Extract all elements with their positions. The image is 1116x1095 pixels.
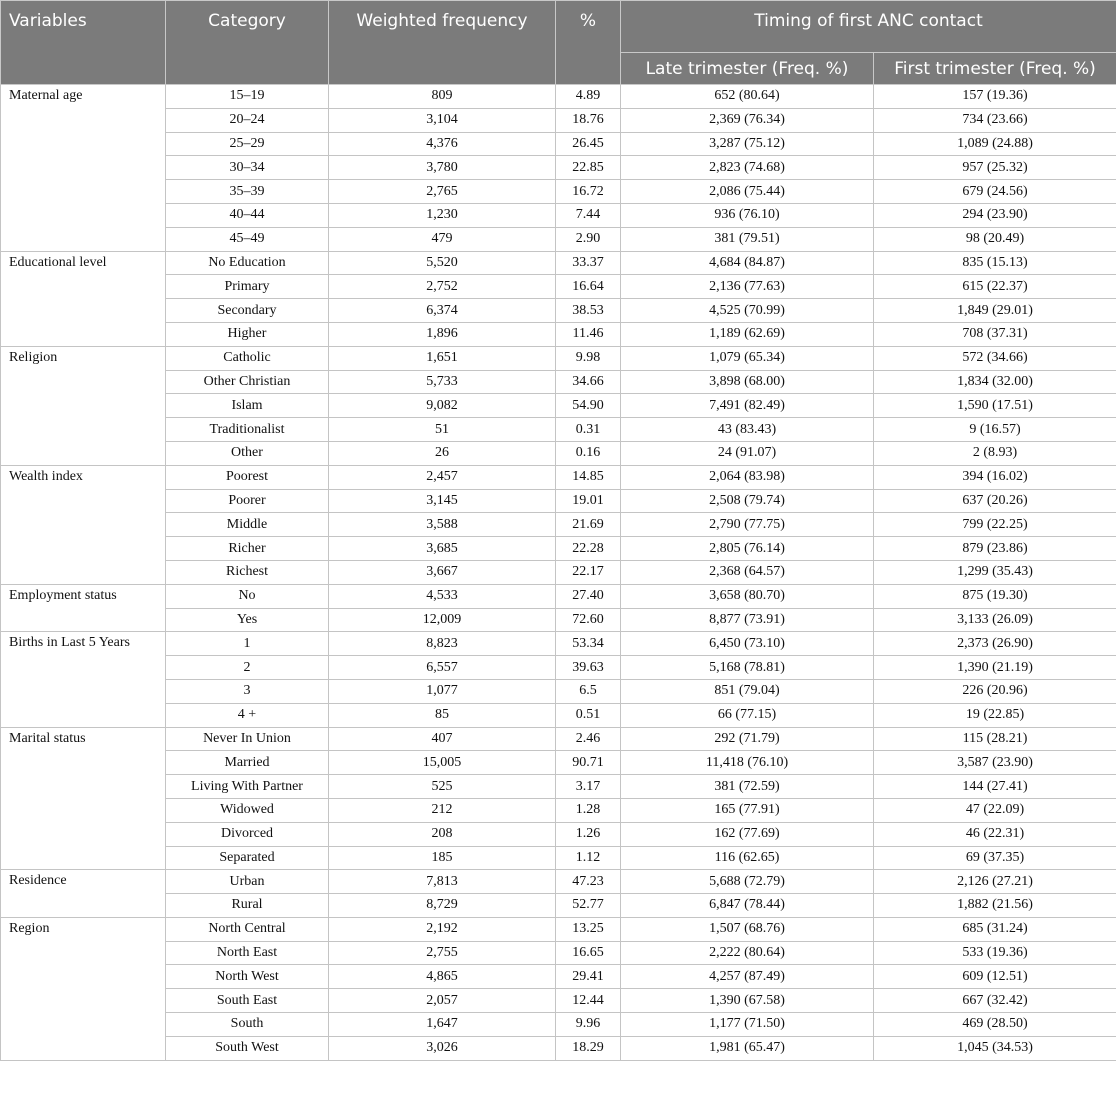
percent-cell: 52.77: [556, 894, 621, 918]
weighted-frequency-cell: 525: [329, 775, 556, 799]
first-trimester-cell: 19 (22.85): [874, 703, 1116, 727]
percent-cell: 19.01: [556, 489, 621, 513]
table-row: [1, 251, 1116, 275]
percent-cell: 90.71: [556, 751, 621, 775]
late-trimester-cell: 43 (83.43): [621, 418, 874, 442]
weighted-frequency-cell: 8,729: [329, 894, 556, 918]
late-trimester-cell: 851 (79.04): [621, 679, 874, 703]
weighted-frequency-cell: 9,082: [329, 394, 556, 418]
table-row: [1, 989, 1116, 1013]
late-trimester-cell: 162 (77.69): [621, 822, 874, 846]
table-row: [1, 822, 1116, 846]
table-row: [1, 560, 1116, 584]
variable-cell: Births in Last 5 Years: [1, 632, 166, 727]
late-trimester-cell: 5,168 (78.81): [621, 656, 874, 680]
weighted-frequency-cell: 5,733: [329, 370, 556, 394]
category-cell: 1: [166, 632, 329, 656]
weighted-frequency-cell: 2,457: [329, 465, 556, 489]
category-cell: 2: [166, 656, 329, 680]
weighted-frequency-cell: 12,009: [329, 608, 556, 632]
percent-cell: 7.44: [556, 203, 621, 227]
category-cell: Living With Partner: [166, 775, 329, 799]
category-cell: 4 +: [166, 703, 329, 727]
percent-cell: 2.46: [556, 727, 621, 751]
weighted-frequency-cell: 5,520: [329, 251, 556, 275]
percent-cell: 11.46: [556, 322, 621, 346]
first-trimester-cell: 3,133 (26.09): [874, 608, 1116, 632]
first-trimester-cell: 835 (15.13): [874, 251, 1116, 275]
first-trimester-cell: 469 (28.50): [874, 1013, 1116, 1037]
first-trimester-cell: 294 (23.90): [874, 203, 1116, 227]
first-trimester-cell: 1,882 (21.56): [874, 894, 1116, 918]
table-row: [1, 775, 1116, 799]
first-trimester-cell: 2 (8.93): [874, 441, 1116, 465]
weighted-frequency-cell: 1,651: [329, 346, 556, 370]
first-trimester-cell: 1,390 (21.19): [874, 656, 1116, 680]
first-trimester-cell: 879 (23.86): [874, 537, 1116, 561]
category-cell: Widowed: [166, 798, 329, 822]
weighted-frequency-cell: 8,823: [329, 632, 556, 656]
table-row: [1, 870, 1116, 894]
table-row: [1, 513, 1116, 537]
percent-cell: 54.90: [556, 394, 621, 418]
first-trimester-cell: 615 (22.37): [874, 275, 1116, 299]
late-trimester-cell: 3,658 (80.70): [621, 584, 874, 608]
weighted-frequency-cell: 26: [329, 441, 556, 465]
first-trimester-cell: 957 (25.32): [874, 156, 1116, 180]
percent-cell: 18.76: [556, 108, 621, 132]
first-trimester-cell: 679 (24.56): [874, 180, 1116, 204]
weighted-frequency-cell: 2,752: [329, 275, 556, 299]
percent-cell: 1.26: [556, 822, 621, 846]
variable-cell: Educational level: [1, 251, 166, 346]
table-row: [1, 180, 1116, 204]
category-cell: Secondary: [166, 299, 329, 323]
weighted-frequency-cell: 4,533: [329, 584, 556, 608]
table-row: [1, 322, 1116, 346]
table-row: [1, 441, 1116, 465]
late-trimester-cell: 116 (62.65): [621, 846, 874, 870]
first-trimester-cell: 1,849 (29.01): [874, 299, 1116, 323]
weighted-frequency-cell: 1,230: [329, 203, 556, 227]
weighted-frequency-cell: 2,057: [329, 989, 556, 1013]
weighted-frequency-cell: 2,192: [329, 917, 556, 941]
table-row: [1, 798, 1116, 822]
percent-cell: 16.65: [556, 941, 621, 965]
variable-cell: Maternal age: [1, 85, 166, 252]
table-row: [1, 751, 1116, 775]
late-trimester-cell: 292 (71.79): [621, 727, 874, 751]
percent-cell: 22.85: [556, 156, 621, 180]
percent-cell: 0.31: [556, 418, 621, 442]
percent-cell: 13.25: [556, 917, 621, 941]
first-trimester-cell: 637 (20.26): [874, 489, 1116, 513]
table-row: [1, 965, 1116, 989]
late-trimester-cell: 2,823 (74.68): [621, 156, 874, 180]
weighted-frequency-cell: 7,813: [329, 870, 556, 894]
late-trimester-cell: 381 (79.51): [621, 227, 874, 251]
category-cell: South West: [166, 1036, 329, 1060]
weighted-frequency-cell: 4,865: [329, 965, 556, 989]
weighted-frequency-cell: 3,685: [329, 537, 556, 561]
category-cell: Separated: [166, 846, 329, 870]
percent-cell: 39.63: [556, 656, 621, 680]
header-late-trimester: Late trimester (Freq. %): [621, 53, 874, 85]
weighted-frequency-cell: 185: [329, 846, 556, 870]
first-trimester-cell: 708 (37.31): [874, 322, 1116, 346]
category-cell: 3: [166, 679, 329, 703]
table-row: [1, 727, 1116, 751]
late-trimester-cell: 7,491 (82.49): [621, 394, 874, 418]
weighted-frequency-cell: 3,667: [329, 560, 556, 584]
weighted-frequency-cell: 2,765: [329, 180, 556, 204]
first-trimester-cell: 533 (19.36): [874, 941, 1116, 965]
header-weighted-frequency: Weighted frequency: [329, 1, 556, 85]
weighted-frequency-cell: 51: [329, 418, 556, 442]
category-cell: Divorced: [166, 822, 329, 846]
weighted-frequency-cell: 3,104: [329, 108, 556, 132]
late-trimester-cell: 6,450 (73.10): [621, 632, 874, 656]
percent-cell: 9.98: [556, 346, 621, 370]
table-header: [1, 1, 1116, 85]
late-trimester-cell: 2,805 (76.14): [621, 537, 874, 561]
category-cell: 15–19: [166, 85, 329, 109]
header-variables: Variables: [1, 1, 166, 85]
first-trimester-cell: 1,089 (24.88): [874, 132, 1116, 156]
category-cell: Never In Union: [166, 727, 329, 751]
percent-cell: 34.66: [556, 370, 621, 394]
late-trimester-cell: 1,507 (68.76): [621, 917, 874, 941]
first-trimester-cell: 157 (19.36): [874, 85, 1116, 109]
header-first-trimester: First trimester (Freq. %): [874, 53, 1116, 85]
weighted-frequency-cell: 2,755: [329, 941, 556, 965]
late-trimester-cell: 165 (77.91): [621, 798, 874, 822]
table-row: [1, 489, 1116, 513]
category-cell: 20–24: [166, 108, 329, 132]
late-trimester-cell: 2,790 (77.75): [621, 513, 874, 537]
percent-cell: 9.96: [556, 1013, 621, 1037]
late-trimester-cell: 936 (76.10): [621, 203, 874, 227]
header-timing: Timing of first ANC contact: [621, 1, 1116, 53]
variable-cell: Marital status: [1, 727, 166, 870]
category-cell: Poorer: [166, 489, 329, 513]
late-trimester-cell: 2,368 (64.57): [621, 560, 874, 584]
percent-cell: 18.29: [556, 1036, 621, 1060]
weighted-frequency-cell: 3,145: [329, 489, 556, 513]
table-row: [1, 941, 1116, 965]
first-trimester-cell: 1,045 (34.53): [874, 1036, 1116, 1060]
percent-cell: 27.40: [556, 584, 621, 608]
late-trimester-cell: 2,136 (77.63): [621, 275, 874, 299]
late-trimester-cell: 3,898 (68.00): [621, 370, 874, 394]
weighted-frequency-cell: 1,896: [329, 322, 556, 346]
table-row: [1, 346, 1116, 370]
category-cell: Other Christian: [166, 370, 329, 394]
header-category: Category: [166, 1, 329, 85]
category-cell: Married: [166, 751, 329, 775]
category-cell: South: [166, 1013, 329, 1037]
category-cell: No Education: [166, 251, 329, 275]
table-row: [1, 275, 1116, 299]
first-trimester-cell: 667 (32.42): [874, 989, 1116, 1013]
late-trimester-cell: 3,287 (75.12): [621, 132, 874, 156]
category-cell: Richest: [166, 560, 329, 584]
percent-cell: 47.23: [556, 870, 621, 894]
category-cell: Middle: [166, 513, 329, 537]
first-trimester-cell: 3,587 (23.90): [874, 751, 1116, 775]
first-trimester-cell: 1,590 (17.51): [874, 394, 1116, 418]
category-cell: Poorest: [166, 465, 329, 489]
weighted-frequency-cell: 208: [329, 822, 556, 846]
percent-cell: 16.64: [556, 275, 621, 299]
percent-cell: 33.37: [556, 251, 621, 275]
table-row: [1, 679, 1116, 703]
late-trimester-cell: 66 (77.15): [621, 703, 874, 727]
category-cell: 40–44: [166, 203, 329, 227]
late-trimester-cell: 1,981 (65.47): [621, 1036, 874, 1060]
category-cell: Rural: [166, 894, 329, 918]
weighted-frequency-cell: 3,588: [329, 513, 556, 537]
percent-cell: 1.28: [556, 798, 621, 822]
table-row: [1, 537, 1116, 561]
first-trimester-cell: 609 (12.51): [874, 965, 1116, 989]
first-trimester-cell: 46 (22.31): [874, 822, 1116, 846]
first-trimester-cell: 799 (22.25): [874, 513, 1116, 537]
weighted-frequency-cell: 212: [329, 798, 556, 822]
late-trimester-cell: 2,508 (79.74): [621, 489, 874, 513]
first-trimester-cell: 115 (28.21): [874, 727, 1116, 751]
percent-cell: 38.53: [556, 299, 621, 323]
header-percent: %: [556, 1, 621, 85]
category-cell: Catholic: [166, 346, 329, 370]
table-row: [1, 418, 1116, 442]
table-row: [1, 1013, 1116, 1037]
late-trimester-cell: 11,418 (76.10): [621, 751, 874, 775]
category-cell: 30–34: [166, 156, 329, 180]
variable-cell: Region: [1, 917, 166, 1060]
category-cell: North East: [166, 941, 329, 965]
late-trimester-cell: 8,877 (73.91): [621, 608, 874, 632]
table-row: [1, 85, 1116, 109]
category-cell: South East: [166, 989, 329, 1013]
category-cell: 45–49: [166, 227, 329, 251]
table-row: [1, 299, 1116, 323]
weighted-frequency-cell: 809: [329, 85, 556, 109]
category-cell: Primary: [166, 275, 329, 299]
late-trimester-cell: 381 (72.59): [621, 775, 874, 799]
first-trimester-cell: 47 (22.09): [874, 798, 1116, 822]
percent-cell: 22.17: [556, 560, 621, 584]
table-row: [1, 156, 1116, 180]
category-cell: 35–39: [166, 180, 329, 204]
late-trimester-cell: 652 (80.64): [621, 85, 874, 109]
first-trimester-cell: 394 (16.02): [874, 465, 1116, 489]
late-trimester-cell: 2,086 (75.44): [621, 180, 874, 204]
table-row: [1, 227, 1116, 251]
table-row: [1, 108, 1116, 132]
first-trimester-cell: 572 (34.66): [874, 346, 1116, 370]
percent-cell: 26.45: [556, 132, 621, 156]
late-trimester-cell: 6,847 (78.44): [621, 894, 874, 918]
late-trimester-cell: 2,369 (76.34): [621, 108, 874, 132]
first-trimester-cell: 2,126 (27.21): [874, 870, 1116, 894]
weighted-frequency-cell: 6,374: [329, 299, 556, 323]
table-row: [1, 465, 1116, 489]
table-row: [1, 584, 1116, 608]
weighted-frequency-cell: 407: [329, 727, 556, 751]
variable-cell: Employment status: [1, 584, 166, 632]
late-trimester-cell: 2,222 (80.64): [621, 941, 874, 965]
percent-cell: 12.44: [556, 989, 621, 1013]
percent-cell: 14.85: [556, 465, 621, 489]
weighted-frequency-cell: 15,005: [329, 751, 556, 775]
weighted-frequency-cell: 1,077: [329, 679, 556, 703]
table-row: [1, 632, 1116, 656]
late-trimester-cell: 1,079 (65.34): [621, 346, 874, 370]
category-cell: North West: [166, 965, 329, 989]
category-cell: Urban: [166, 870, 329, 894]
late-trimester-cell: 4,525 (70.99): [621, 299, 874, 323]
weighted-frequency-cell: 4,376: [329, 132, 556, 156]
percent-cell: 4.89: [556, 85, 621, 109]
variable-cell: Residence: [1, 870, 166, 918]
weighted-frequency-cell: 85: [329, 703, 556, 727]
first-trimester-cell: 9 (16.57): [874, 418, 1116, 442]
table-row: [1, 656, 1116, 680]
table-row: [1, 203, 1116, 227]
percent-cell: 29.41: [556, 965, 621, 989]
percent-cell: 0.16: [556, 441, 621, 465]
table-row: [1, 608, 1116, 632]
first-trimester-cell: 734 (23.66): [874, 108, 1116, 132]
weighted-frequency-cell: 6,557: [329, 656, 556, 680]
first-trimester-cell: 98 (20.49): [874, 227, 1116, 251]
first-trimester-cell: 144 (27.41): [874, 775, 1116, 799]
table-row: [1, 703, 1116, 727]
late-trimester-cell: 1,177 (71.50): [621, 1013, 874, 1037]
table-row: [1, 1036, 1116, 1060]
category-cell: Traditionalist: [166, 418, 329, 442]
late-trimester-cell: 4,257 (87.49): [621, 965, 874, 989]
late-trimester-cell: 2,064 (83.98): [621, 465, 874, 489]
percent-cell: 22.28: [556, 537, 621, 561]
table-row: [1, 917, 1116, 941]
percent-cell: 53.34: [556, 632, 621, 656]
category-cell: North Central: [166, 917, 329, 941]
category-cell: 25–29: [166, 132, 329, 156]
percent-cell: 2.90: [556, 227, 621, 251]
table-row: [1, 370, 1116, 394]
category-cell: Islam: [166, 394, 329, 418]
weighted-frequency-cell: 1,647: [329, 1013, 556, 1037]
late-trimester-cell: 1,189 (62.69): [621, 322, 874, 346]
late-trimester-cell: 5,688 (72.79): [621, 870, 874, 894]
variable-cell: Religion: [1, 346, 166, 465]
first-trimester-cell: 1,299 (35.43): [874, 560, 1116, 584]
category-cell: Other: [166, 441, 329, 465]
weighted-frequency-cell: 3,780: [329, 156, 556, 180]
category-cell: Richer: [166, 537, 329, 561]
table-row: [1, 894, 1116, 918]
percent-cell: 72.60: [556, 608, 621, 632]
variable-cell: Wealth index: [1, 465, 166, 584]
first-trimester-cell: 2,373 (26.90): [874, 632, 1116, 656]
first-trimester-cell: 226 (20.96): [874, 679, 1116, 703]
category-cell: Yes: [166, 608, 329, 632]
percent-cell: 6.5: [556, 679, 621, 703]
late-trimester-cell: 24 (91.07): [621, 441, 874, 465]
first-trimester-cell: 69 (37.35): [874, 846, 1116, 870]
first-trimester-cell: 685 (31.24): [874, 917, 1116, 941]
weighted-frequency-cell: 3,026: [329, 1036, 556, 1060]
first-trimester-cell: 1,834 (32.00): [874, 370, 1116, 394]
table-row: [1, 394, 1116, 418]
percent-cell: 3.17: [556, 775, 621, 799]
table-row: [1, 846, 1116, 870]
percent-cell: 21.69: [556, 513, 621, 537]
first-trimester-cell: 875 (19.30): [874, 584, 1116, 608]
percent-cell: 0.51: [556, 703, 621, 727]
late-trimester-cell: 4,684 (84.87): [621, 251, 874, 275]
table-row: [1, 132, 1116, 156]
percent-cell: 1.12: [556, 846, 621, 870]
category-cell: Higher: [166, 322, 329, 346]
weighted-frequency-cell: 479: [329, 227, 556, 251]
late-trimester-cell: 1,390 (67.58): [621, 989, 874, 1013]
category-cell: No: [166, 584, 329, 608]
percent-cell: 16.72: [556, 180, 621, 204]
table-body: [1, 85, 1116, 1061]
